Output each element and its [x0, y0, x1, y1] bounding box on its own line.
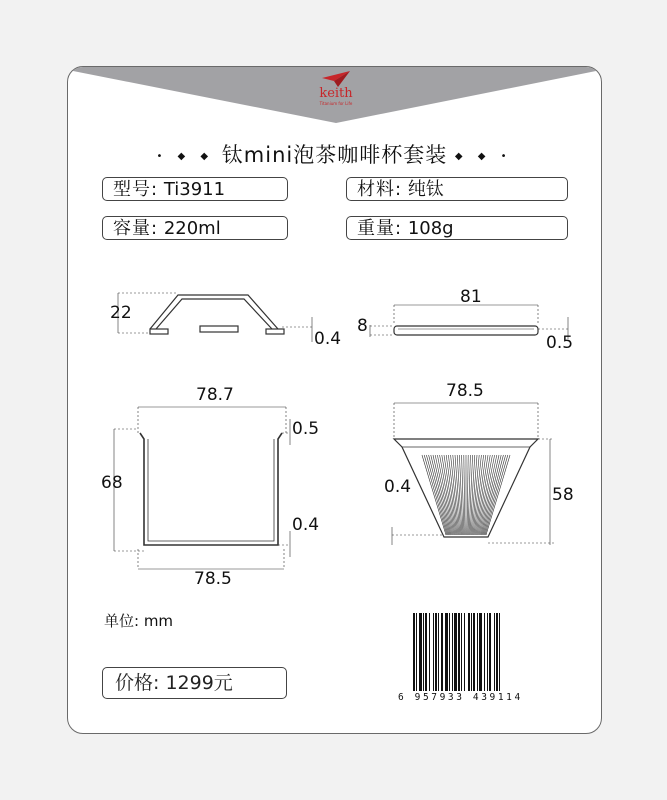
- stand-thickness-label: 0.4: [314, 329, 342, 349]
- barcode-bar: [452, 613, 453, 691]
- barcode-bar: [449, 613, 450, 691]
- filter-width-label: 78.5: [446, 381, 484, 401]
- barcode-bar: [454, 613, 457, 691]
- material-value: 纯钛: [407, 179, 444, 200]
- barcode-bar: [435, 613, 437, 691]
- barcode-bar: [458, 613, 460, 691]
- barcode-bar: [461, 613, 462, 691]
- filter-rib: [431, 455, 450, 535]
- filter-height-label: 58: [552, 485, 574, 505]
- unit-note: 单位: mm: [104, 612, 174, 630]
- model-value: Ti3911: [163, 179, 226, 200]
- filter-rib: [486, 455, 510, 535]
- barcode-bar: [464, 613, 465, 691]
- barcode-bar: [468, 613, 470, 691]
- filter-rib: [468, 455, 470, 535]
- cup-height-label: 68: [101, 473, 123, 493]
- filter-rib: [467, 455, 468, 535]
- product-spec-card: [67, 66, 602, 734]
- filter-rib: [479, 455, 495, 535]
- lid-width-label: 81: [460, 287, 482, 307]
- brand-tagline: Titanium for Life: [319, 101, 353, 106]
- barcode-bar: [438, 613, 439, 691]
- capacity-value: 220ml: [163, 218, 221, 239]
- barcode-digits: 6 957933 439114: [398, 692, 523, 703]
- barcode-bar: [413, 613, 415, 691]
- cup-bottom-label: 0.4: [292, 515, 320, 535]
- barcode-bar: [494, 613, 495, 691]
- barcode-bar: [425, 613, 427, 691]
- cup-drawing: [114, 407, 290, 569]
- filter-rib: [462, 455, 464, 535]
- barcode-bar: [433, 613, 434, 691]
- capacity-label: 容量:: [113, 218, 159, 239]
- barcode-bar: [496, 613, 498, 691]
- price-value: 1299元: [165, 672, 233, 694]
- product-title: 钛mini泡茶咖啡杯套装: [221, 143, 448, 167]
- barcode-bar: [441, 613, 443, 691]
- barcode-bar: [423, 613, 424, 691]
- barcode-bar: [487, 613, 488, 691]
- barcode-bar: [489, 613, 491, 691]
- weight-value: 108g: [407, 218, 454, 239]
- lid-thickness-label: 0.5: [546, 333, 574, 353]
- price-field: [102, 667, 287, 699]
- decor-right: ◆ ◆ •: [454, 150, 513, 162]
- lid-height-label: 8: [357, 316, 368, 336]
- barcode-bar: [473, 613, 475, 691]
- filter-drawing: [392, 403, 554, 545]
- filter-rib: [482, 455, 501, 535]
- model-label: 型号:: [113, 179, 159, 200]
- cup-base-width-label: 78.5: [194, 569, 232, 589]
- barcode-bar: [419, 613, 422, 691]
- barcode-bar: [477, 613, 478, 691]
- cup-wall-label: 0.5: [292, 419, 320, 439]
- filter-wall-label: 0.4: [384, 477, 412, 497]
- stand-height-label: 22: [110, 303, 132, 323]
- price-label: 价格:: [115, 672, 160, 694]
- filter-rib: [437, 455, 453, 535]
- cup-top-width-label: 78.7: [196, 385, 234, 405]
- barcode-bar: [479, 613, 482, 691]
- barcode-bar: [429, 613, 430, 691]
- barcode-bar: [499, 613, 500, 691]
- decor-left: • ◆ ◆: [156, 150, 215, 162]
- brand-name: keith: [319, 86, 353, 101]
- filter-rib: [464, 455, 465, 535]
- barcode-bar: [471, 613, 472, 691]
- lid-drawing: [370, 305, 568, 339]
- filter-rib: [422, 455, 446, 535]
- barcode-bar: [484, 613, 485, 691]
- stand-drawing: [118, 293, 312, 342]
- weight-label: 重量:: [357, 218, 403, 239]
- barcode-bar: [416, 613, 417, 691]
- material-label: 材料:: [357, 179, 403, 200]
- barcode-bar: [445, 613, 448, 691]
